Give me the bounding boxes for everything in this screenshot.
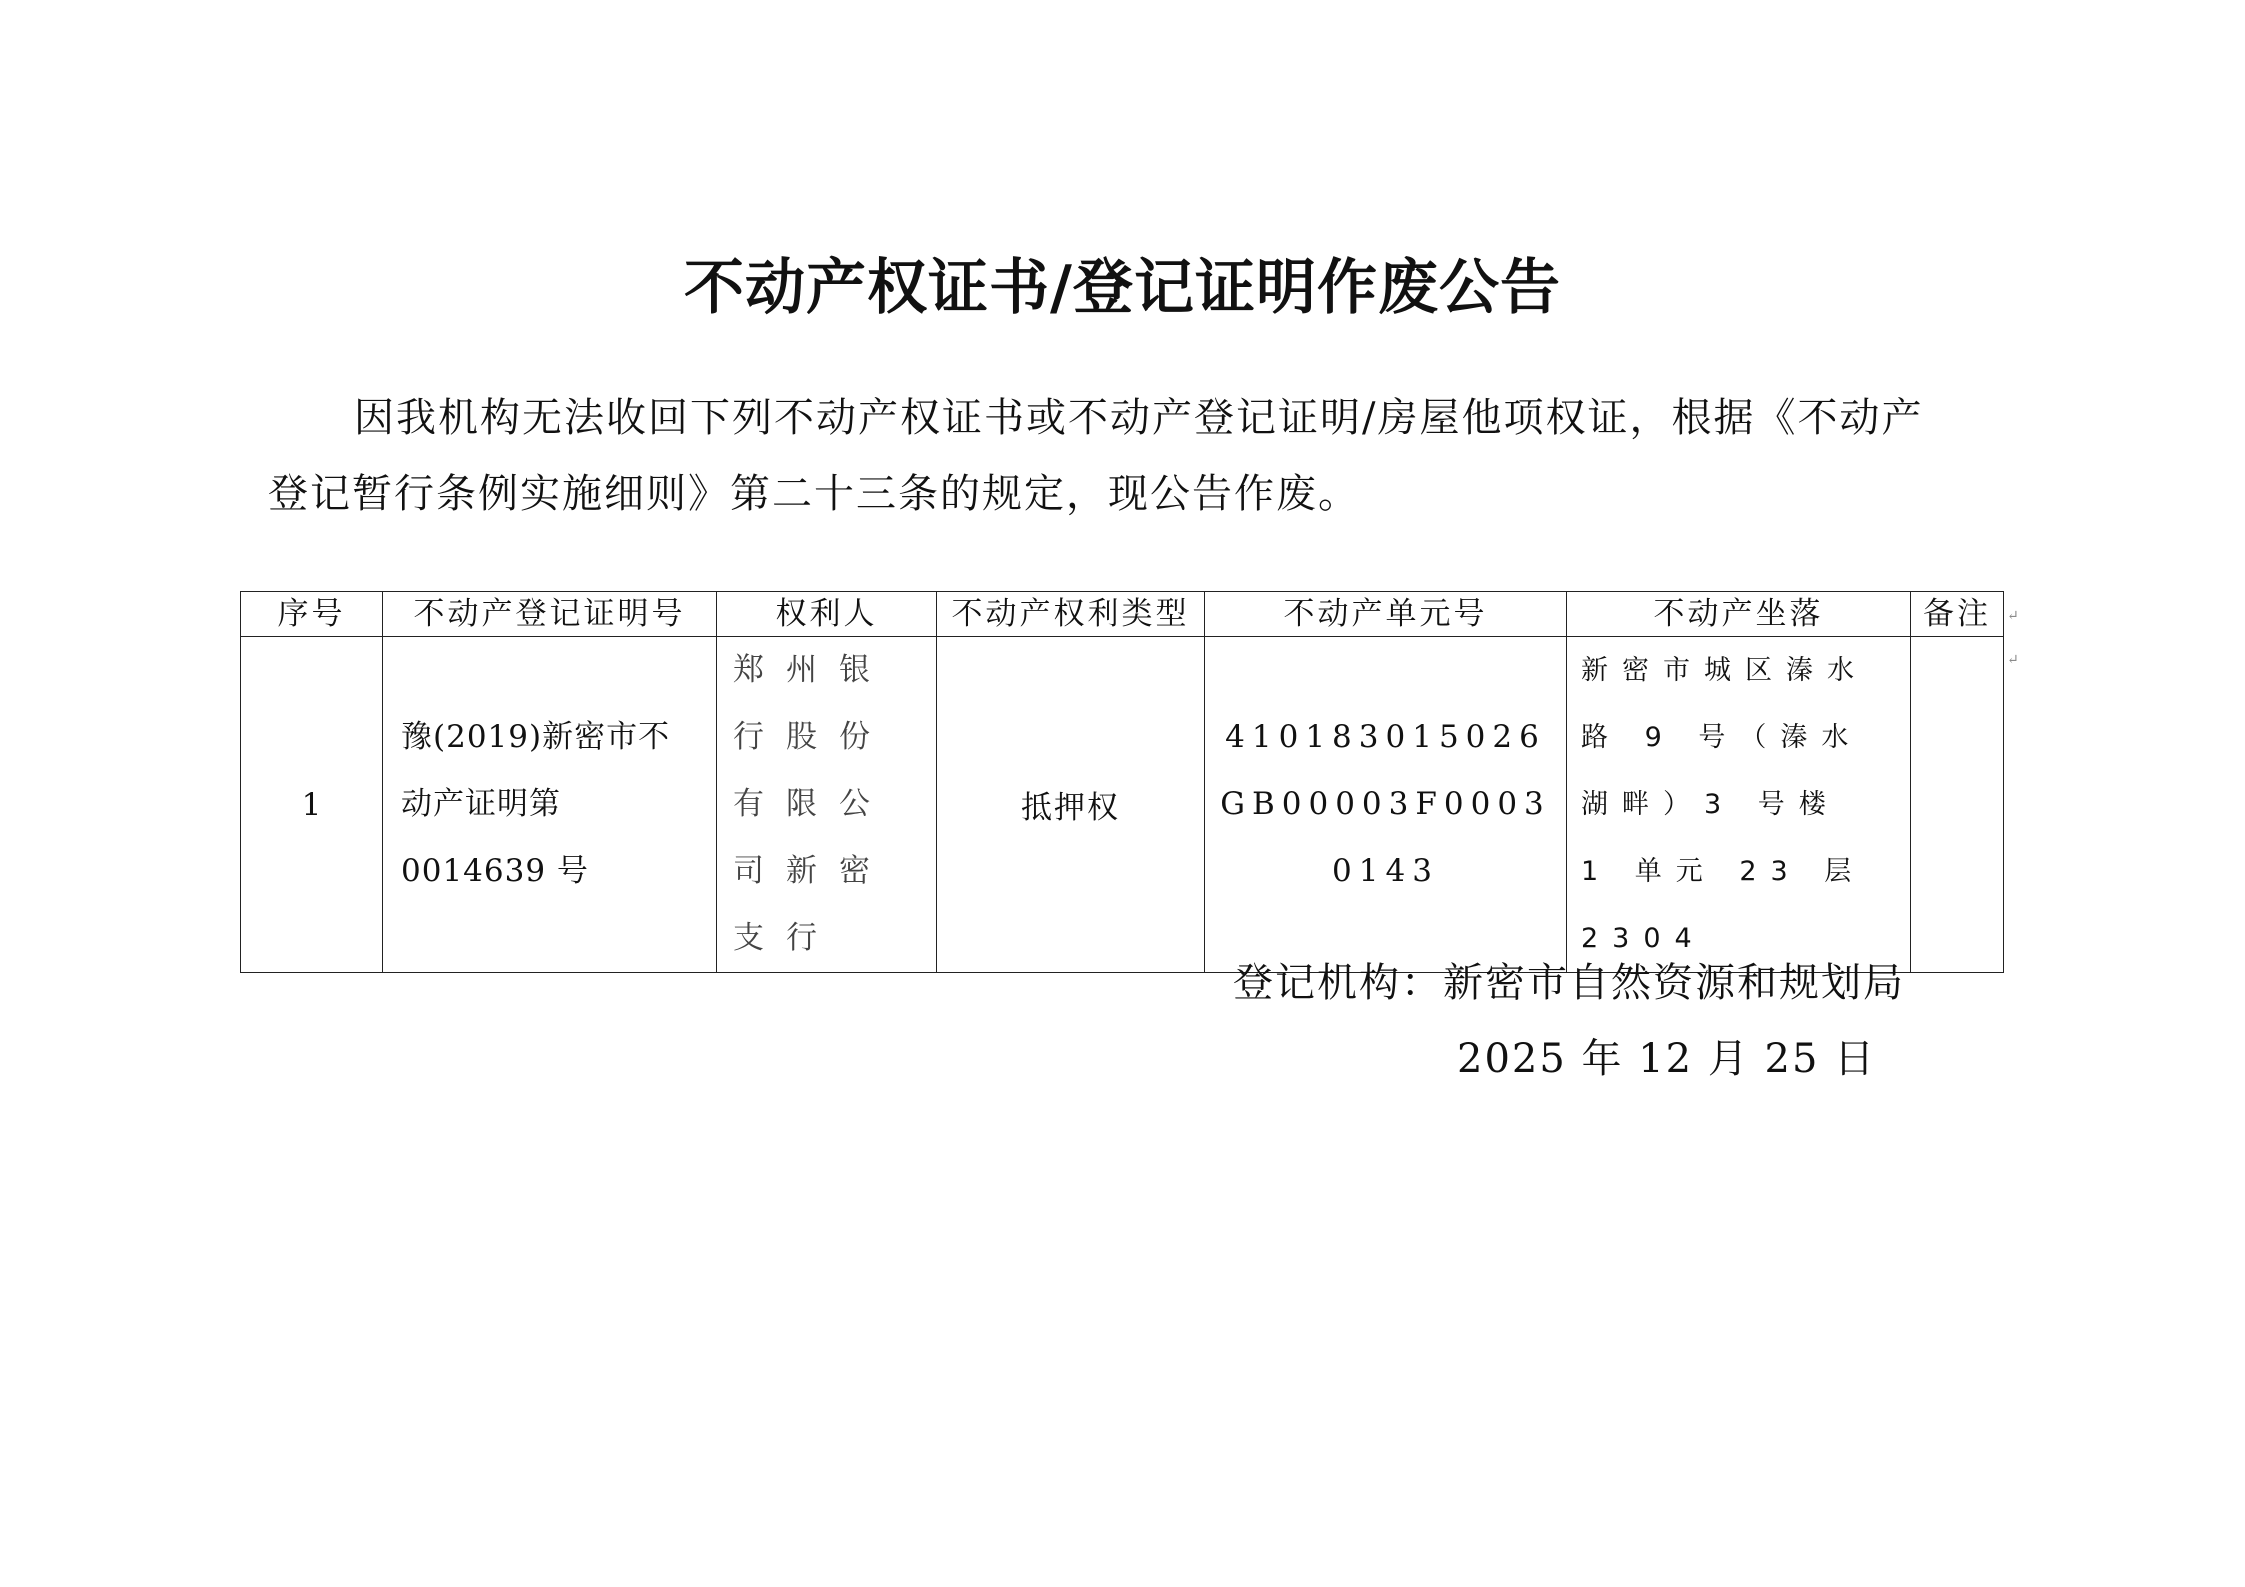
cell-serial-no: 1 [241, 637, 383, 973]
paragraph-mark-icon: ↵ [2007, 608, 2019, 624]
paragraph-mark-icon: ↵ [2007, 652, 2019, 668]
document-title: 不动产权证书/登记证明作废公告 [684, 253, 1561, 323]
cell-remark [1911, 637, 2004, 973]
intro-line-2: 登记暂行条例实施细则》第二十三条的规定，现公告作废。 [268, 471, 1360, 517]
intro-line-1: 因我机构无法收回下列不动产权证书或不动产登记证明/房屋他项权证，根据《不动产 [354, 395, 1924, 441]
table-row [241, 637, 2004, 973]
header-unit-no: 不动产单元号 [1205, 592, 1567, 637]
header-cert-no: 不动产登记证明号 [383, 592, 717, 637]
cell-right-type: 抵押权 [937, 637, 1205, 973]
cell-unit-no: 410183015026GB00003F00030143 [1205, 637, 1567, 973]
intro-paragraph [268, 380, 1968, 532]
cell-cert-no: 豫(2019)新密市不动产证明第 0014639 号 [383, 637, 717, 973]
cell-location: 新密市城区溱水路 9 号（溱水湖畔）3 号楼 1 单元 23 层 2304 [1567, 637, 1911, 973]
registration-authority: 登记机构：新密市自然资源和规划局 [1233, 960, 1905, 1006]
cell-holder: 郑州银行股份有限公司新密支行 [717, 637, 937, 973]
header-serial-no: 序号 [241, 592, 383, 637]
announcement-date: 2025 年 12 月 25 日 [1457, 1036, 1877, 1082]
table-header-row [241, 592, 2004, 637]
header-remark: 备注 [1911, 592, 2004, 637]
header-right-type: 不动产权利类型 [937, 592, 1205, 637]
header-holder: 权利人 [717, 592, 937, 637]
header-location: 不动产坐落 [1567, 592, 1911, 637]
void-certificate-table [240, 591, 2004, 973]
